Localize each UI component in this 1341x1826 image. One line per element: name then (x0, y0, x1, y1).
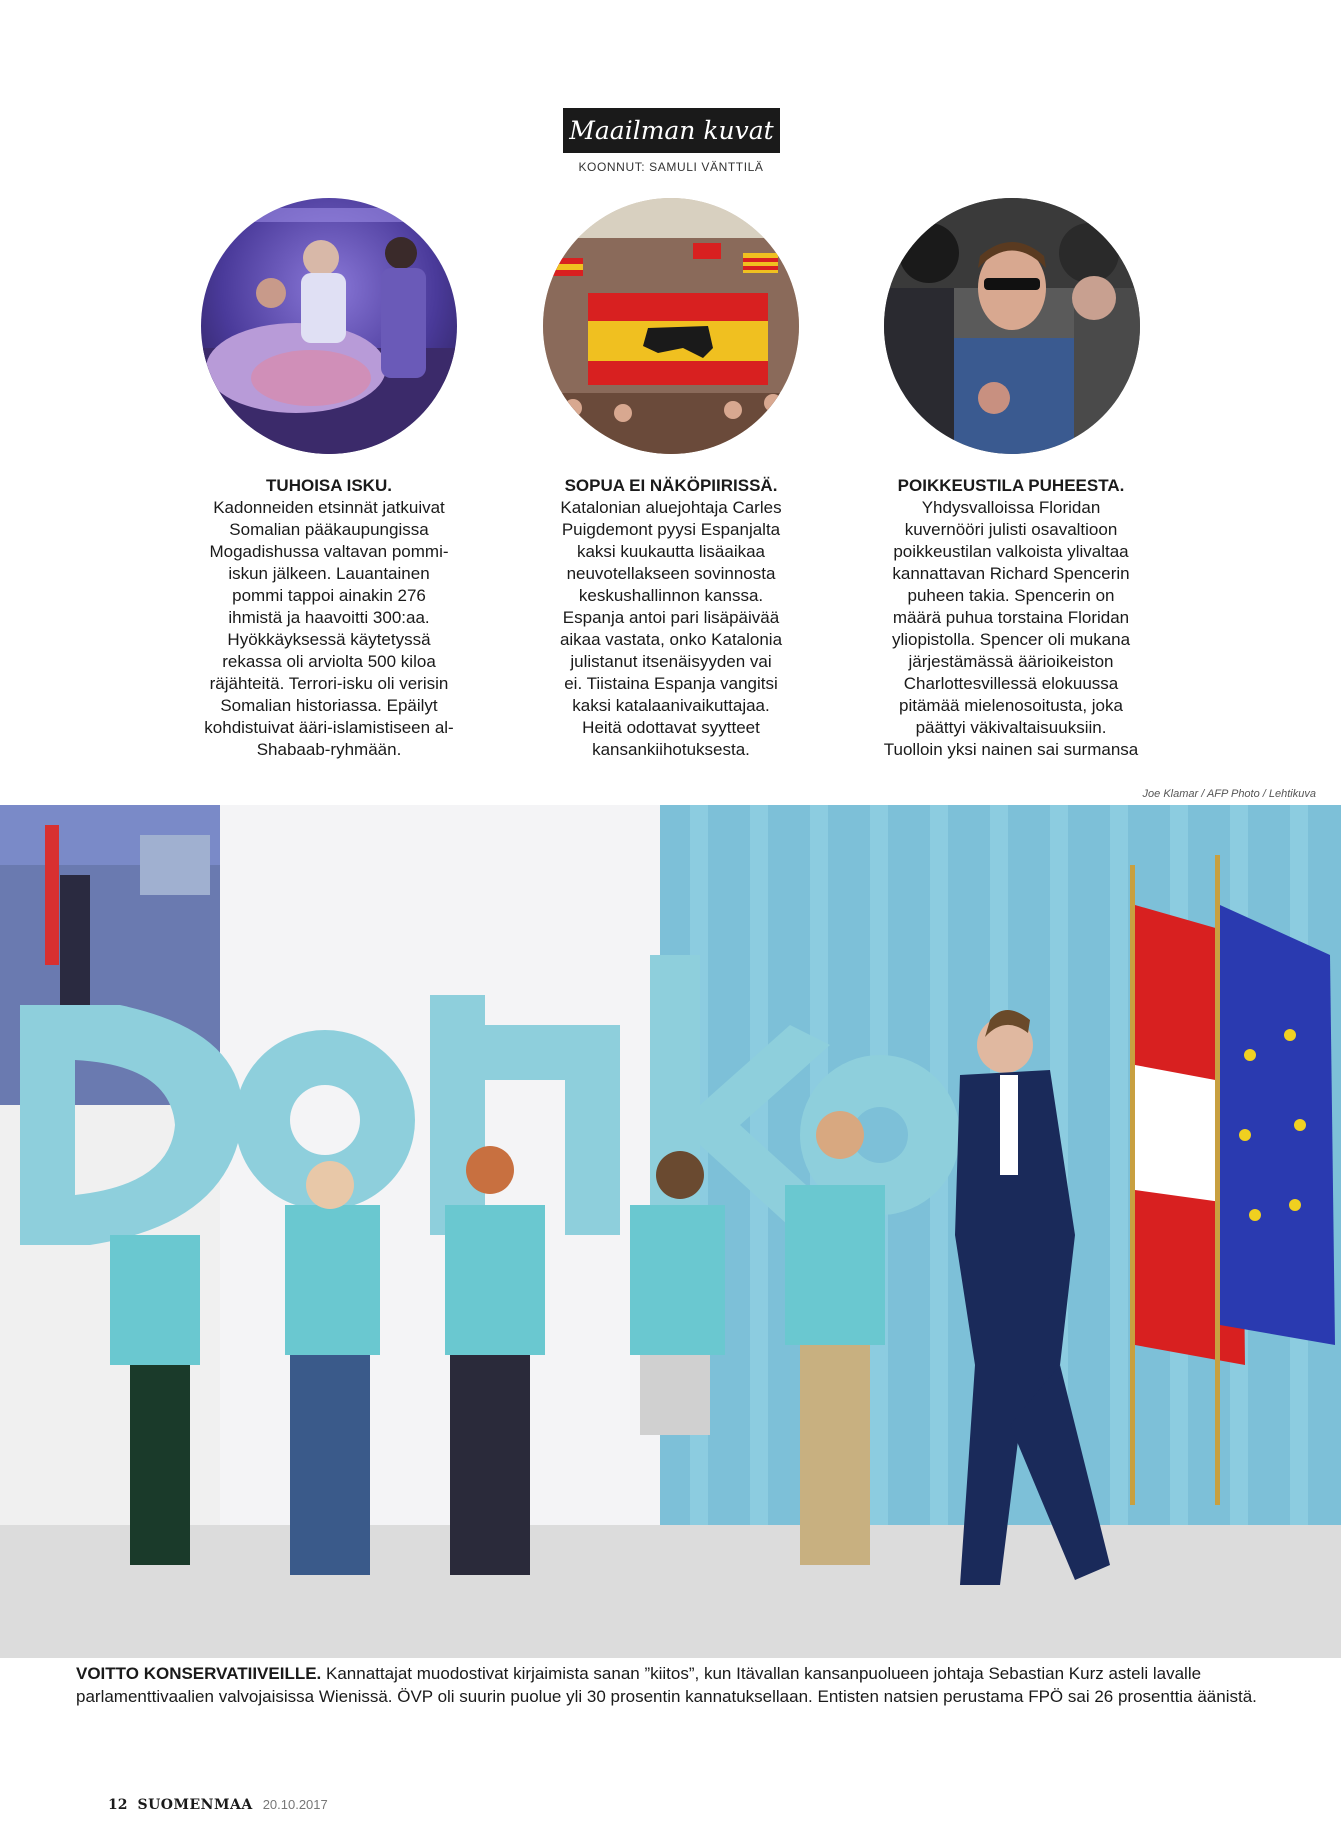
page-number: 12 (108, 1797, 128, 1813)
story-body: Yhdysvalloissa Floridan kuvernööri julisti osavaltioon poikkeustilan valkoista ylivaltaa kannattavan Richard Spencerin puheen takia. Spencerin on määrä puhua torstaina Floridan yliopistolla. Spencer oli mukana järjestämässä äärioikeiston Charlottesvillessä elokuussa pitämää mielenosoitusta, joka päättyi väkivaltaisuuksiin. Tuolloin yksi nainen sai surmansa (883, 498, 1139, 759)
story-title: SOPUA EI NÄKÖPIIRISSÄ. (564, 476, 778, 495)
main-caption (76, 1662, 1276, 1708)
story-title: POIKKEUSTILA PUHEESTA. (897, 476, 1125, 495)
photo-credit: Joe Klamar / AFP Photo / Lehtikuva (1142, 788, 1316, 800)
main-caption-body: Kannattajat muodostivat kirjaimista sanan ”kiitos”, kun Itävallan kansanpuolueen johtaja Sebastian Kurz asteli lavalle parlamenttivaalien valvojaisissa Wienissä. ÖVP oli suurin puolue yli 30 prosentin kannatuksellaan. Entisten natsien perustama FPÖ sai 26 prosenttia äänistä. (76, 1664, 1257, 1706)
magazine-name: SUOMENMAA (137, 1797, 253, 1813)
story-catalonia (526, 475, 816, 761)
story-somalia (184, 475, 474, 761)
byline: KOONNUT: SAMULI VÄNTTILÄ (578, 160, 764, 174)
issue-date: 20.10.2017 (262, 1797, 328, 1812)
story-florida (866, 475, 1156, 761)
story-title: TUHOISA ISKU. (266, 476, 392, 495)
main-caption-title: VOITTO KONSERVATIIVEILLE. (76, 1664, 322, 1683)
story-body: Katalonian aluejohtaja Carles Puigdemont pyysi Espanjalta kaksi kuukautta lisäaikaa neuvotellakseen sovinnosta keskushallinnon kanssa. Espanja antoi pari lisäpäivää aikaa vastata, onko Katalonia julistanut itsenäisyyden vai ei. Tiistaina Espanja vangitsi kaksi katalaanivaikuttajaa. Heitä odottavat syytteet kansankiihotuksesta. (559, 498, 783, 759)
photo-spencer (884, 198, 1140, 454)
section-title: Maailman kuvat (563, 108, 780, 153)
page-footer (108, 1797, 328, 1813)
story-body: Kadonneiden etsinnät jatkuivat Somalian pääkaupungissa Mogadishussa valtavan pommi- iskun jälkeen. Lauantainen pommi tappoi ainakin 276 ihmistä ja haavoitti 300:aa. Hyökkäyksessä käytetyssä rekassa oli arviolta 500 kiloa räjähteitä. Terrori-isku oli verisin Somalian historiassa. Epäilyt kohdistuivat ääri-islamistiseen al- Shabaab-ryhmään. (204, 498, 454, 759)
main-photo-danke (0, 805, 1341, 1658)
photo-somalia-rescue (201, 198, 457, 454)
photo-catalonia-rally (543, 198, 799, 454)
